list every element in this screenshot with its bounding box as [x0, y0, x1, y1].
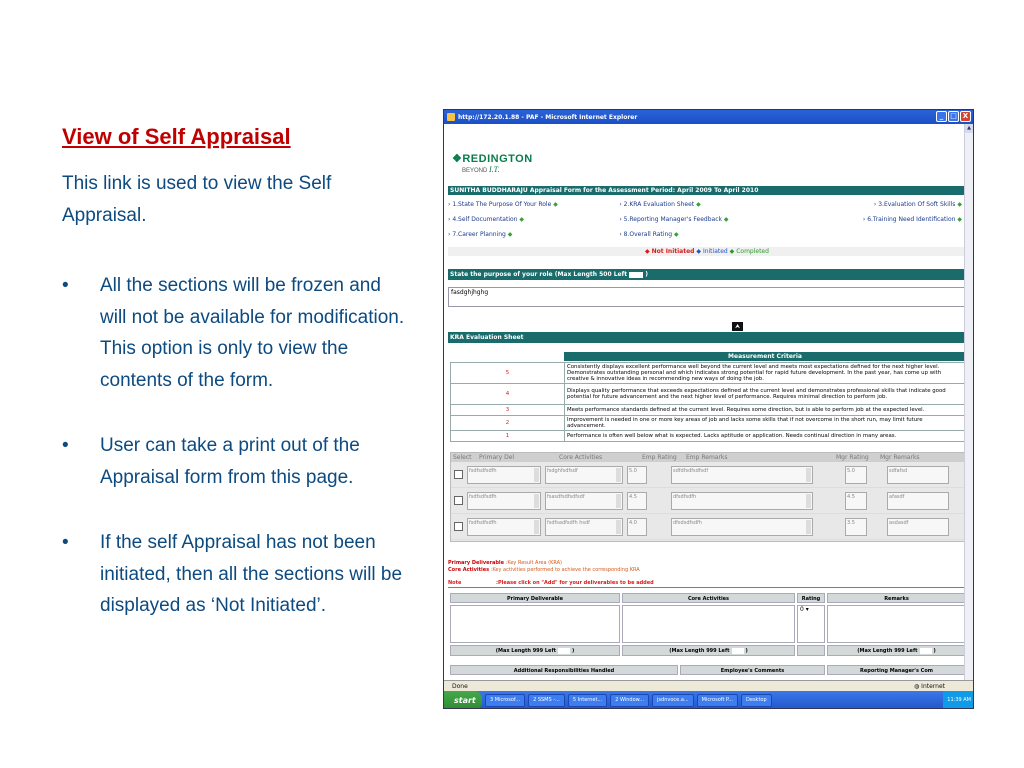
links-row — [448, 227, 966, 242]
criteria-text: Consistently displays excellent performance well beyond the current level and meets most expectations defined for the next higher level. Demonstrates outstanding personal and which indicates strong potential for rapid future development. In the past year, has come up with creative & innovative ideas in recommending new ways of doing the job. — [565, 363, 966, 384]
emp-rating-field: 4.0 — [627, 518, 647, 536]
chevron-down-icon: ▾ — [805, 606, 809, 613]
table-row — [451, 416, 966, 431]
emp-rating-field: 5.0 — [627, 466, 647, 484]
scrollbar — [534, 520, 539, 534]
link-overall-rating[interactable]: › 8.Overall Rating ◆ — [619, 231, 679, 238]
grid-col-mgr-remarks: Mgr Remarks — [880, 454, 920, 461]
mgr-rating-field: 4.5 — [845, 492, 867, 510]
legend-core-label: Core Activities — [448, 567, 490, 573]
grid-col-emp-rating: Emp Rating — [642, 454, 677, 461]
completed-icon: ◆ — [729, 248, 735, 255]
not-initiated-icon: ◆ — [645, 248, 650, 255]
criteria-rating: 1 — [451, 431, 565, 442]
max-length-primary: (Max Length 999 Left ) — [450, 645, 620, 656]
core-activities-field: fsdfsadfsdfh hsdf — [545, 518, 623, 536]
criteria-rating: 3 — [451, 405, 565, 416]
scrollbar — [806, 468, 811, 482]
form-header: SUNITHA BUDDHARAJU Appraisal Form for the Assessment Period: April 2009 To April 2010 — [448, 186, 966, 195]
taskbar-item[interactable]: 5 Internet... — [568, 694, 607, 707]
col-employee-comments: Employee's Comments — [680, 665, 825, 675]
status-diamond-icon: ◆ — [519, 216, 525, 223]
bullet-symbol: • — [62, 275, 69, 296]
max-length-core: (Max Length 999 Left ) — [622, 645, 795, 656]
col-core-activities: Core Activities — [622, 593, 795, 603]
arrow-up-icon[interactable]: ⮝ — [732, 322, 743, 331]
section-links — [448, 197, 966, 242]
table-row — [451, 431, 966, 442]
link-kra-evaluation[interactable]: › 2.KRA Evaluation Sheet ◆ — [619, 201, 701, 208]
system-tray — [943, 691, 974, 709]
scrollbar — [616, 468, 621, 482]
grid-col-emp-remarks: Emp Remarks — [686, 454, 728, 461]
scroll-up-icon: ▲ — [965, 124, 973, 133]
bullet-symbol: • — [62, 532, 69, 553]
table-row — [451, 405, 966, 416]
internet-zone: ◍ Internet — [914, 683, 945, 690]
intro-text: This link is used to view the Self Appraisal. — [62, 173, 332, 226]
link-manager-feedback[interactable]: › 5.Reporting Manager's Feedback ◆ — [619, 216, 729, 223]
rating-select[interactable]: 0 ▾ — [797, 605, 825, 643]
max-length-rating-empty — [797, 645, 825, 656]
minimize-button[interactable]: _ — [936, 111, 947, 122]
select-checkbox[interactable] — [454, 470, 463, 479]
select-checkbox[interactable] — [454, 522, 463, 531]
link-soft-skills[interactable]: › 3.Evaluation Of Soft Skills ◆ — [873, 201, 962, 208]
bullet-item — [62, 527, 412, 622]
core-activities-field: fsasdfsdfsdfsdf — [545, 492, 623, 510]
window-title: http://172.20.1.88 - PAF - Microsoft Internet Explorer — [458, 113, 638, 121]
legend-primary-text: :Key Result Area (KRA) — [505, 560, 562, 566]
status-diamond-icon: ◆ — [723, 216, 729, 223]
logo-tagline — [462, 165, 533, 174]
bullet-text: If the self Appraisal has not been initiated, then all the sections will be displayed as ‘Not Initiated’. — [100, 532, 403, 616]
window-controls — [936, 111, 971, 122]
status-diamond-icon: ◆ — [957, 216, 962, 223]
col-additional-responsibilities: Additional Responsibilities Handled — [450, 665, 678, 675]
criteria-text: Performance is often well below what is expected. Lacks aptitude or application. Needs continual direction in many areas. — [565, 431, 966, 442]
status-diamond-icon: ◆ — [696, 201, 701, 208]
redington-logo — [452, 152, 533, 174]
ie-icon — [447, 113, 455, 121]
select-checkbox[interactable] — [454, 496, 463, 505]
criteria-text: Improvement is needed in one or more key areas of job and lacks some skills that if not overcome in the short run, may limit future advancement. — [565, 416, 966, 431]
grid-col-core: Core Activities — [559, 454, 603, 461]
close-button[interactable]: X — [960, 111, 971, 122]
primary-deliverable-field: fsdfsdfsdfh — [467, 466, 541, 484]
taskbar-item[interactable]: 2 SSMS -... — [528, 694, 565, 707]
kra-section-header: KRA Evaluation Sheet — [448, 332, 966, 343]
grid-col-mgr-rating: Mgr Rating — [836, 454, 869, 461]
col-manager-comments: Reporting Manager's Com — [827, 665, 966, 675]
links-row — [448, 212, 966, 227]
taskbar-item[interactable]: jsdnvoce.a... — [652, 694, 694, 707]
bullet-symbol: • — [62, 435, 69, 456]
purpose-section-header: State the purpose of your role (Max Length 500 Left ) — [448, 269, 966, 280]
status-diamond-icon: ◆ — [553, 201, 558, 208]
logo-brand: ❖REDINGTON — [452, 153, 533, 165]
mgr-remarks-field: asdasdf — [887, 518, 949, 536]
bullet-list — [62, 270, 412, 656]
logo-tag-it: I.T. — [489, 165, 500, 174]
legend — [448, 560, 640, 574]
link-self-documentation[interactable]: › 4.Self Documentation ◆ — [448, 216, 525, 223]
deliverables-header — [450, 593, 966, 603]
criteria-text: Meets performance standards defined at the current level. Requires some direction, but is able to perform job at the expected level. — [565, 405, 966, 416]
emp-remarks-field: dfsdfsdfh — [671, 492, 813, 510]
status-diamond-icon: ◆ — [507, 231, 513, 238]
scrollbar — [806, 494, 811, 508]
emp-remarks-field: dfsdsdfsdfh — [671, 518, 813, 536]
browser-window — [443, 109, 974, 709]
bullet-item — [62, 430, 412, 493]
kra-grid — [450, 452, 966, 542]
status-diamond-icon: ◆ — [673, 231, 679, 238]
table-row — [451, 514, 965, 540]
additional-header — [450, 665, 966, 675]
mgr-rating-field: 5.0 — [845, 466, 867, 484]
table-row — [451, 488, 965, 514]
remarks-input[interactable] — [827, 605, 966, 643]
core-activities-input[interactable] — [622, 605, 795, 643]
criteria-rating: 2 — [451, 416, 565, 431]
status-not-initiated: Not Initiated — [651, 248, 695, 255]
purpose-text-field[interactable]: fasdghjhghg — [448, 287, 966, 307]
criteria-text: Displays quality performance that exceeds expectations defined at the current level and demonstrates professional skills that indicate good potential for future advancement and the next higher level of performance. Requires minimal direction to perform job. — [565, 384, 966, 405]
table-row — [451, 363, 966, 384]
primary-deliverable-field: fsdfsdfsdfh — [467, 518, 541, 536]
legend-core-text: :Key activities performed to achieve the corresponding KRA — [490, 567, 640, 573]
window-titlebar — [444, 110, 973, 124]
measurement-criteria-header: Measurement Criteria — [564, 352, 966, 361]
grid-header-row — [451, 453, 965, 462]
mgr-rating-field: 3.5 — [845, 518, 867, 536]
table-row — [451, 384, 966, 405]
links-row — [448, 197, 966, 212]
criteria-rating: 4 — [451, 384, 565, 405]
max-length-row — [450, 645, 966, 656]
grid-col-select: Select — [453, 454, 472, 461]
bullet-text: User can take a print out of the Appraisal form from this page. — [100, 435, 360, 488]
initiated-icon: ◆ — [696, 248, 702, 255]
mgr-remarks-field: sdfafsd — [887, 466, 949, 484]
emp-remarks-field: sdfdfsdfsdfsdf — [671, 466, 813, 484]
maximize-button[interactable]: □ — [948, 111, 959, 122]
core-activities-field: fsdghfsdfsdf — [545, 466, 623, 484]
note-label: Note — [448, 580, 462, 586]
link-state-purpose[interactable]: › 1.State The Purpose Of Your Role ◆ — [448, 201, 558, 208]
scrollbar — [534, 468, 539, 482]
status-completed: Completed — [736, 248, 769, 255]
logo-tag-prefix: BEYOND — [462, 168, 488, 174]
taskbar-item[interactable]: 2 Window... — [610, 694, 649, 707]
col-rating: Rating — [797, 593, 825, 603]
taskbar-item[interactable]: 3 Microsof... — [485, 694, 525, 707]
status-legend — [448, 247, 966, 256]
criteria-rating: 5 — [451, 363, 565, 384]
globe-icon: ◍ — [914, 683, 920, 690]
table-row — [451, 462, 965, 488]
start-button[interactable]: start — [444, 691, 482, 709]
taskbar-item[interactable]: Desktop — [741, 694, 772, 707]
vertical-scrollbar[interactable] — [964, 124, 973, 680]
scrollbar — [616, 494, 621, 508]
max-length-remarks: (Max Length 999 Left ) — [827, 645, 966, 656]
status-diamond-icon: ◆ — [957, 201, 962, 208]
col-remarks: Remarks — [827, 593, 966, 603]
chars-left-box — [629, 272, 643, 278]
note-text: :Please click on "Add" for your deliverables to be added — [496, 580, 654, 586]
browser-statusbar — [444, 680, 974, 691]
taskbar-item[interactable]: Microsoft P... — [697, 694, 738, 707]
bullet-item — [62, 270, 412, 396]
mgr-remarks-field: afasdf — [887, 492, 949, 510]
bullet-text: All the sections will be frozen and will not be available for modification. This option is only to view the contents of the form. — [100, 275, 405, 391]
legend-primary-label: Primary Deliverable — [448, 560, 505, 566]
note-row — [448, 580, 966, 588]
emp-rating-field: 4.5 — [627, 492, 647, 510]
scrollbar — [534, 494, 539, 508]
criteria-table — [450, 362, 966, 442]
link-training-need[interactable]: › 6.Training Need Identification ◆ — [862, 216, 962, 223]
clock: 11:39 AM — [947, 697, 971, 703]
scrollbar — [806, 520, 811, 534]
slide-title: View of Self Appraisal — [62, 124, 291, 149]
windows-taskbar — [444, 691, 974, 709]
scrollbar — [616, 520, 621, 534]
primary-deliverable-input[interactable] — [450, 605, 620, 643]
status-initiated: Initiated — [702, 248, 728, 255]
grid-col-primary: Primary Del — [479, 454, 515, 461]
link-career-planning[interactable]: › 7.Career Planning ◆ — [448, 231, 513, 238]
page-content — [444, 124, 966, 680]
primary-deliverable-field: fsdfsdfsdfh — [467, 492, 541, 510]
status-done: Done — [452, 683, 468, 690]
col-primary-deliverable: Primary Deliverable — [450, 593, 620, 603]
